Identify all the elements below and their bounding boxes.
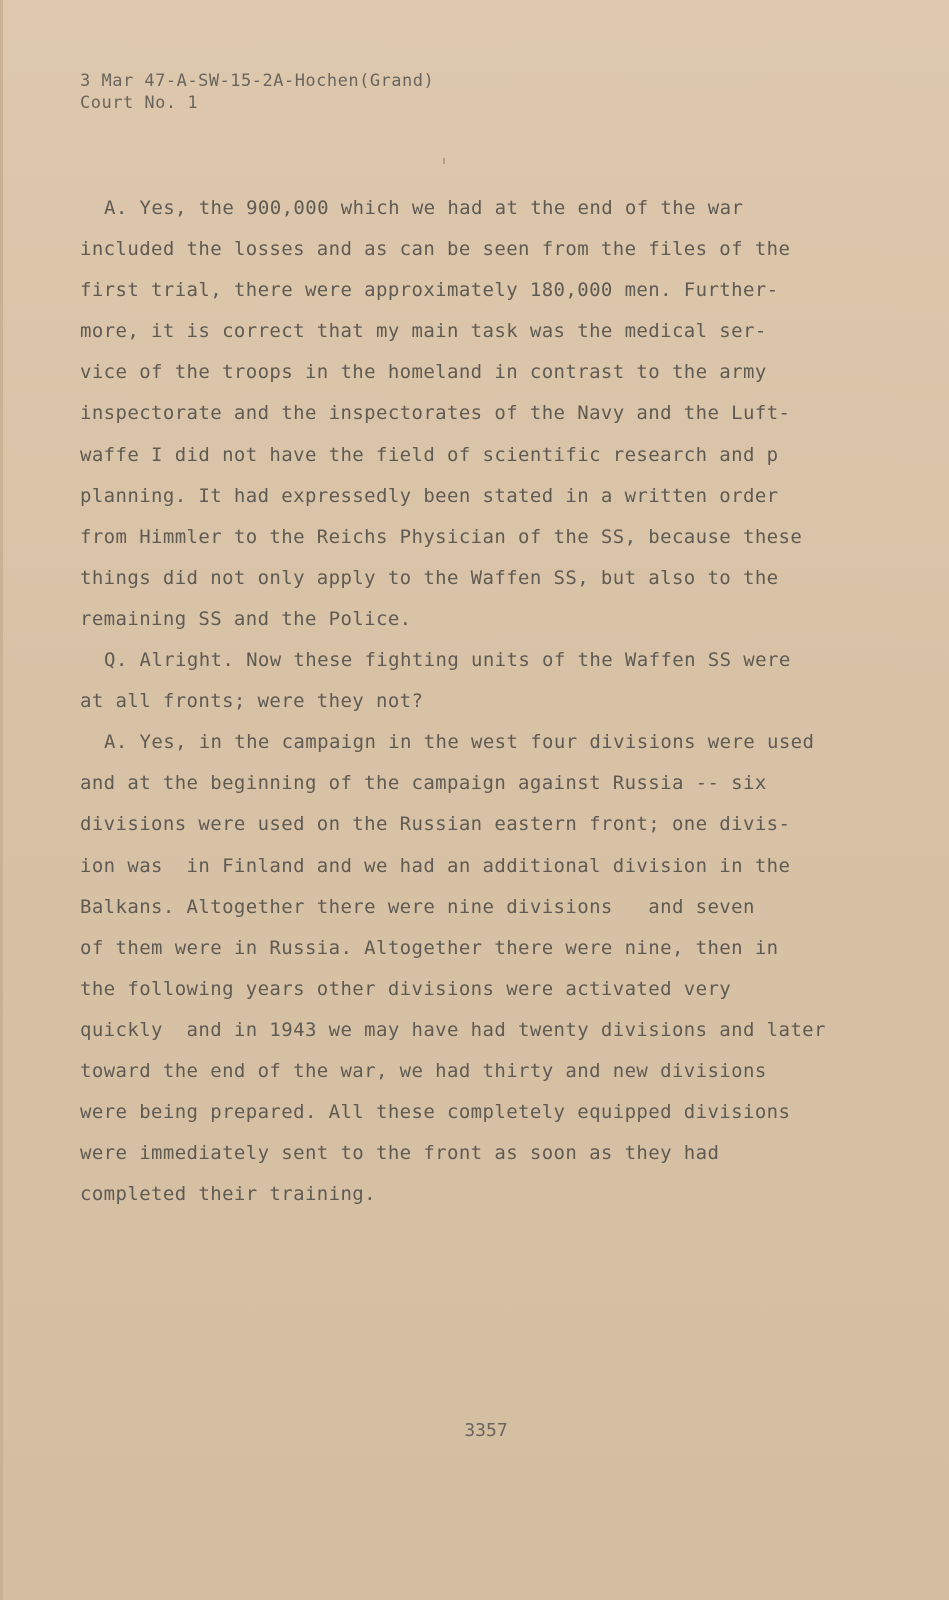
text-line: from Himmler to the Reichs Physician of the SS, because these <box>80 525 803 548</box>
text-line: remaining SS and the Police. <box>80 607 412 630</box>
text-line: included the losses and as can be seen from the files of the <box>80 238 791 261</box>
text-line: of them were in Russia. Altogether there were nine, then in <box>80 936 779 959</box>
text-line: quickly and in 1943 we may have had twenty divisions and later <box>80 1018 826 1041</box>
text-line: vice of the troops in the homeland in contrast to the army <box>80 361 767 384</box>
text-line: inspectorate and the inspectorates of the Navy and the Luft- <box>80 402 791 425</box>
text-line: the following years other divisions were activated very <box>80 977 732 1000</box>
text-line: at all fronts; were they not? <box>80 690 424 713</box>
text-line: divisions were used on the Russian eastern front; one divis- <box>80 813 791 836</box>
text-line: Balkans. Altogether there were nine divisions and seven <box>80 895 755 918</box>
text-line: were being prepared. All these completely equipped divisions <box>80 1101 791 1124</box>
text-line: were immediately sent to the front as soon as they had <box>80 1142 720 1165</box>
text-line: A. Yes, the 900,000 which we had at the end of the war <box>104 197 744 219</box>
text-line: toward the end of the war, we had thirty and new divisions <box>80 1059 767 1082</box>
text-line: more, it is correct that my main task was the medical ser- <box>80 320 767 343</box>
text-line: things did not only apply to the Waffen SS, but also to the <box>80 566 779 589</box>
text-line: ion was in Finland and we had an additional division in the <box>80 854 791 877</box>
document-header <box>80 70 434 114</box>
text-line: waffe I did not have the field of scientific research and p <box>80 443 779 466</box>
text-line: completed their training. <box>80 1183 376 1206</box>
header-court-line: Court No. 1 <box>80 93 199 113</box>
text-line: first trial, there were approximately 180,000 men. Further- <box>80 279 779 302</box>
text-line: planning. It had expressedly been stated in a written order <box>80 484 779 507</box>
text-line: Q. Alright. Now these fighting units of the Waffen SS were <box>104 649 791 672</box>
page-number: 3357 <box>464 1420 508 1441</box>
header-date-case-line: 3 Mar 47-A-SW-15-2A-Hochen(Grand) <box>80 71 435 91</box>
margin-mark <box>443 158 445 164</box>
text-line: A. Yes, in the campaign in the west four divisions were used <box>104 731 815 754</box>
testimony-body <box>80 188 850 1215</box>
text-line: and at the beginning of the campaign against Russia -- six <box>80 772 767 795</box>
